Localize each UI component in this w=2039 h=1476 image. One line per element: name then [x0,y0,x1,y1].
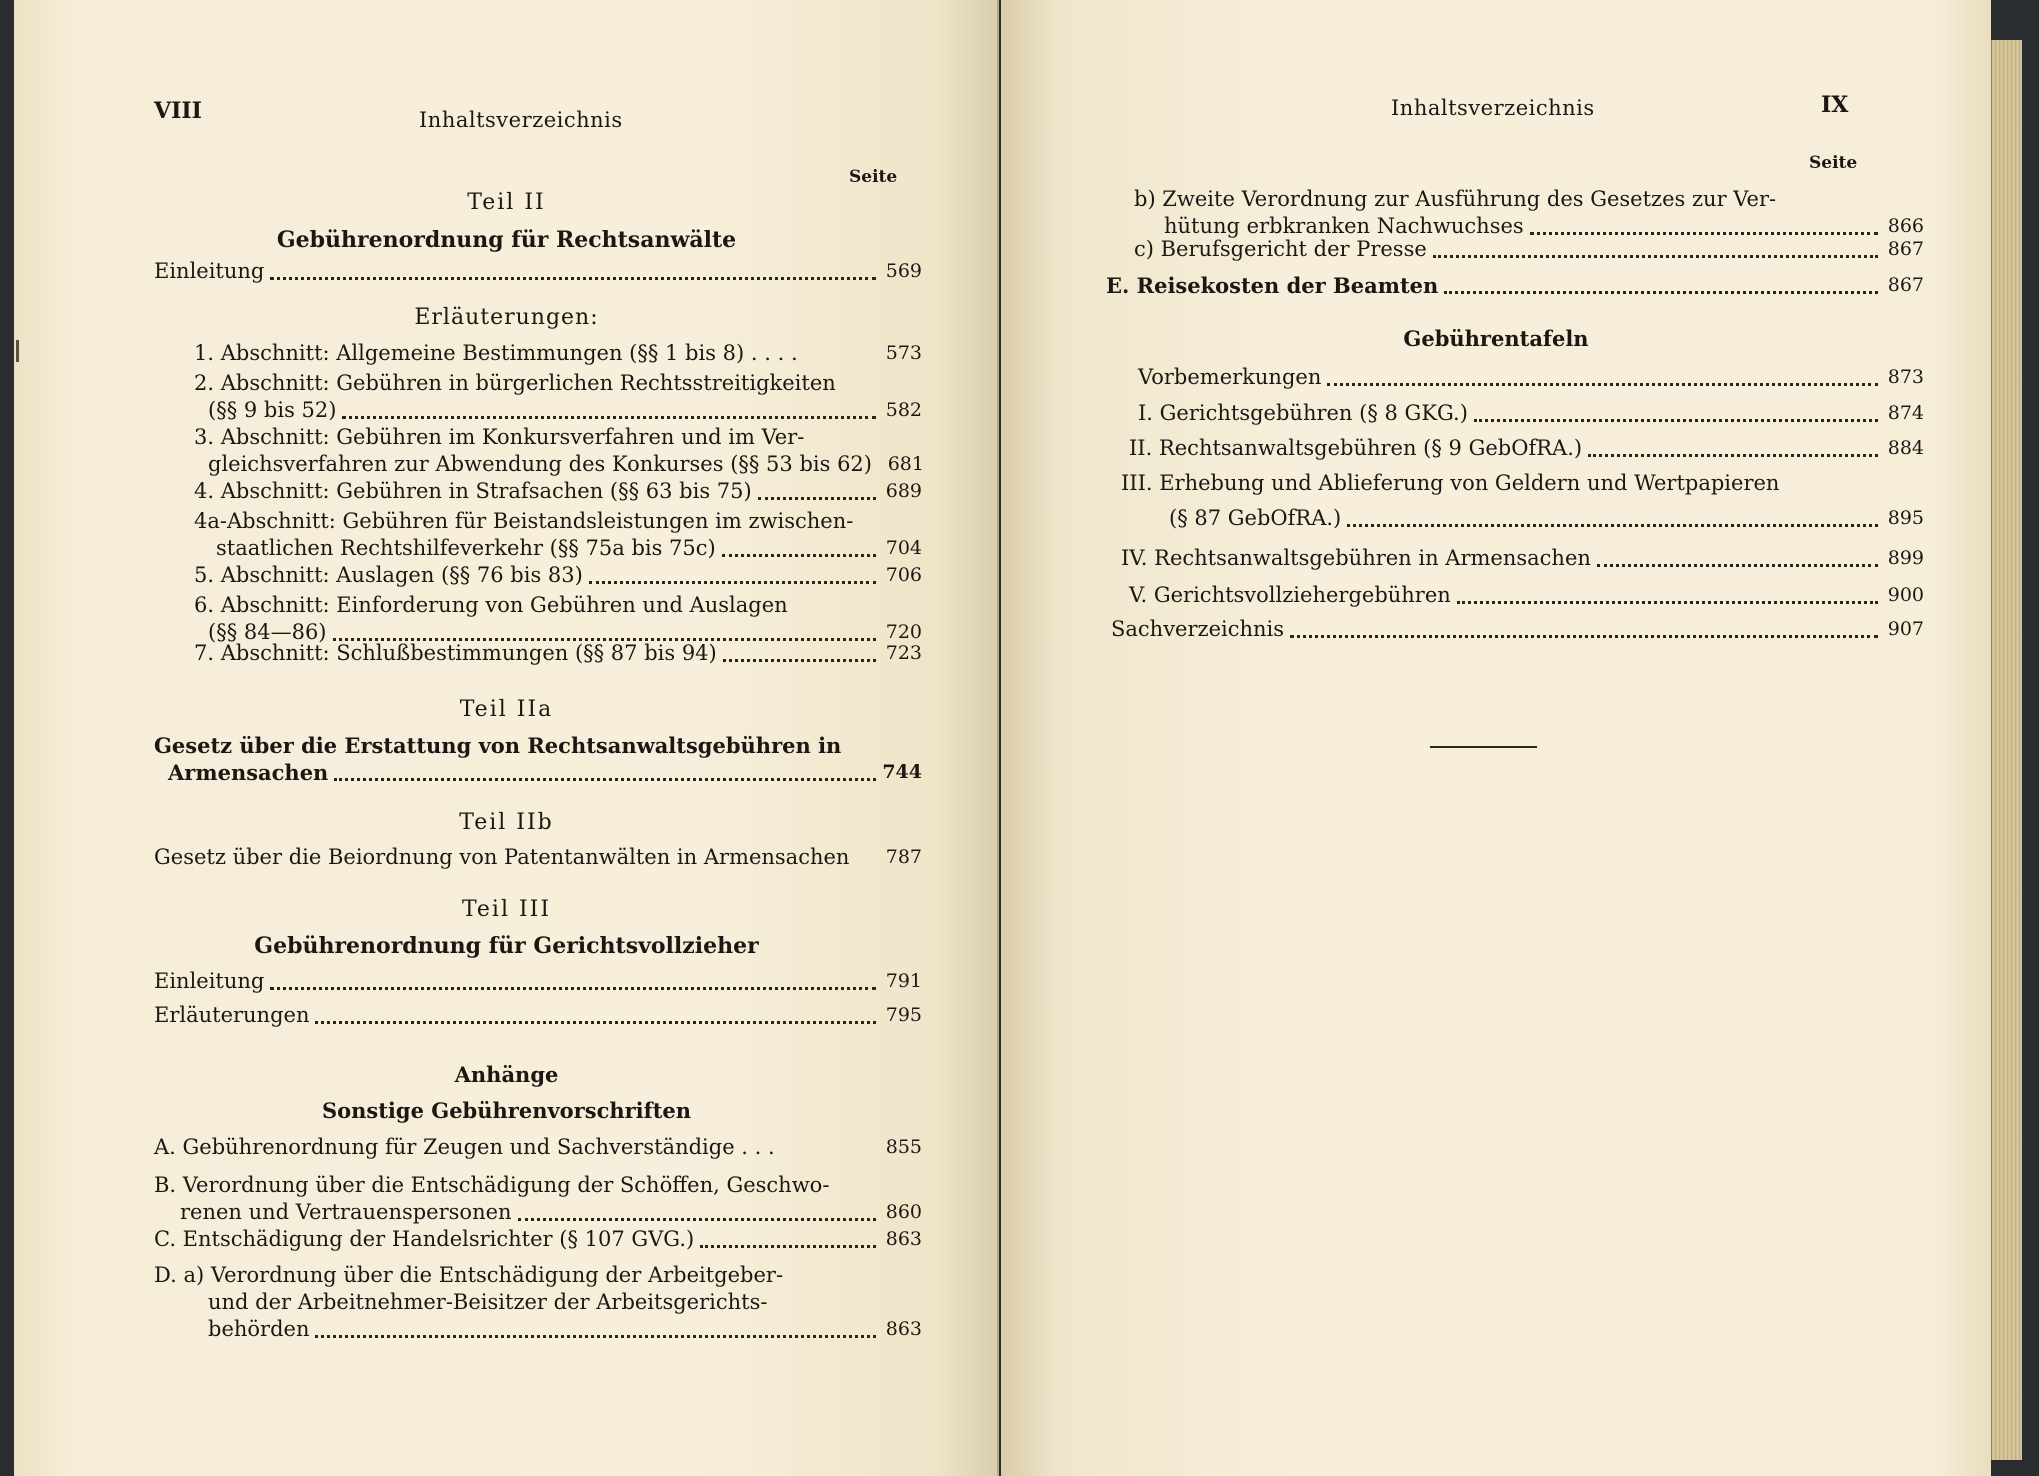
seite-label-left: Seite [849,167,898,187]
left-page [14,0,999,1476]
toc-entry-teil-2a[interactable]: Gesetz über die Erstattung von Rechtsanwaltsgebühren in Armensachen 744 [154,733,922,785]
toc-entry-abschnitt-5[interactable]: 5. Abschnitt: Auslagen (§§ 76 bis 83) 706 [194,563,922,587]
toc-entry-reisekosten[interactable]: E. Reisekosten der Beamten 867 [1106,273,1924,298]
toc-entry-abschnitt-2[interactable]: 2. Abschnitt: Gebühren in bürgerlichen Rechtsstreitigkeiten (§§ 9 bis 52) 582 [194,371,922,422]
anhaenge-heading: Sonstige Gebührenvorschriften [321,1098,692,1123]
teil-2-title: Teil II [467,190,546,215]
toc-entry-teil-3-einleitung[interactable]: Einleitung 791 [154,969,922,993]
toc-entry-gerichtsgebuehren[interactable]: I. Gerichtsgebühren (§ 8 GKG.) 874 [1138,401,1924,425]
toc-entry-d-b[interactable]: b) Zweite Verordnung zur Ausführung des Gesetzes zur Ver- hütung erbkranken Nachwuchses 866 [1134,187,1924,238]
toc-entry-vorbemerkungen[interactable]: Vorbemerkungen 873 [1138,365,1924,389]
toc-entry-abschnitt-6[interactable]: 6. Abschnitt: Einforderung von Gebühren und Auslagen (§§ 84—86) 720 [194,593,922,644]
toc-entry-abschnitt-7[interactable]: 7. Abschnitt: Schlußbestimmungen (§§ 87 bis 94) 723 [194,641,922,665]
toc-entry-anhang-a[interactable]: A. Gebührenordnung für Zeugen und Sachverständige . . . 855 [154,1135,922,1159]
toc-entry-rechtsanwaltsgebuehren[interactable]: II. Rechtsanwaltsgebühren (§ 9 GebOfRA.) 884 [1129,436,1924,460]
page-tab-mark [16,340,29,362]
toc-entry-anhang-b[interactable]: B. Verordnung über die Entschädigung der Schöffen, Geschwo- renen und Vertrauenspersonen 860 [154,1173,922,1224]
teil-2b-title: Teil IIb [459,810,554,835]
running-head-right: Inhaltsverzeichnis [1391,96,1595,120]
toc-entry-einleitung[interactable]: Einleitung 569 [154,259,922,283]
teil-2-heading: Gebührenordnung für Rechtsanwälte [276,227,737,253]
toc-entry-armensachen[interactable]: IV. Rechtsanwaltsgebühren in Armensachen 899 [1121,546,1924,570]
toc-entry-abschnitt-1[interactable]: 1. Abschnitt: Allgemeine Bestimmungen (§§ 1 bis 8) . . . . 573 [194,341,922,365]
running-head-left: Inhaltsverzeichnis [419,108,623,132]
toc-entry-sachverzeichnis[interactable]: Sachverzeichnis 907 [1111,617,1924,641]
toc-entry-gerichtsvollzieher[interactable]: V. Gerichtsvollziehergebühren 900 [1129,583,1924,607]
book-page-edges [1991,40,2022,1460]
page-number-left: VIII [154,98,202,124]
gebuehrentafeln-heading: Gebührentafeln [1403,326,1589,351]
end-rule [1430,746,1537,748]
page-ref: 569 [885,260,922,282]
toc-entry-abschnitt-3[interactable]: 3. Abschnitt: Gebühren im Konkursverfahren und im Ver- gleichsverfahren zur Abwendung des Konkurses (§§ 53 bis 62) 681 [194,425,924,476]
toc-entry-d-c[interactable]: c) Berufsgericht der Presse 867 [1134,237,1924,261]
toc-entry-abschnitt-4[interactable]: 4. Abschnitt: Gebühren in Strafsachen (§§ 63 bis 75) 689 [194,479,922,503]
toc-entry-anhang-d[interactable]: D. a) Verordnung über die Entschädigung der Arbeitgeber- und der Arbeitnehmer-Beisitzer der Arbeitsgerichts- behörden 863 [154,1263,922,1341]
page-number-right: IX [1821,92,1849,118]
toc-entry-teil-3-erlaeuterungen[interactable]: Erläuterungen 795 [154,1003,922,1027]
right-page [1001,0,1991,1476]
teil-3-title: Teil III [461,897,552,922]
erlaeuterungen-heading: Erläuterungen: [414,305,599,330]
seite-label-right: Seite [1809,153,1858,173]
toc-entry-abschnitt-4a[interactable]: 4a-Abschnitt: Gebühren für Beistandsleistungen im zwischen- staatlichen Rechtshilfeverkehr (§§ 75a bis 75c) 704 [194,509,922,560]
toc-entry-erhebung[interactable]: III. Erhebung und Ablieferung von Geldern und Wertpapieren (§ 87 GebOfRA.) 895 [1121,471,1924,530]
teil-2a-title: Teil IIa [459,697,554,722]
anhaenge-title: Anhänge [454,1062,559,1087]
teil-3-heading: Gebührenordnung für Gerichtsvollzieher [254,933,759,959]
toc-entry-anhang-c[interactable]: C. Entschädigung der Handelsrichter (§ 107 GVG.) 863 [154,1227,922,1251]
toc-entry-teil-2b[interactable]: Gesetz über die Beiordnung von Patentanwälten in Armensachen 787 [154,845,922,869]
